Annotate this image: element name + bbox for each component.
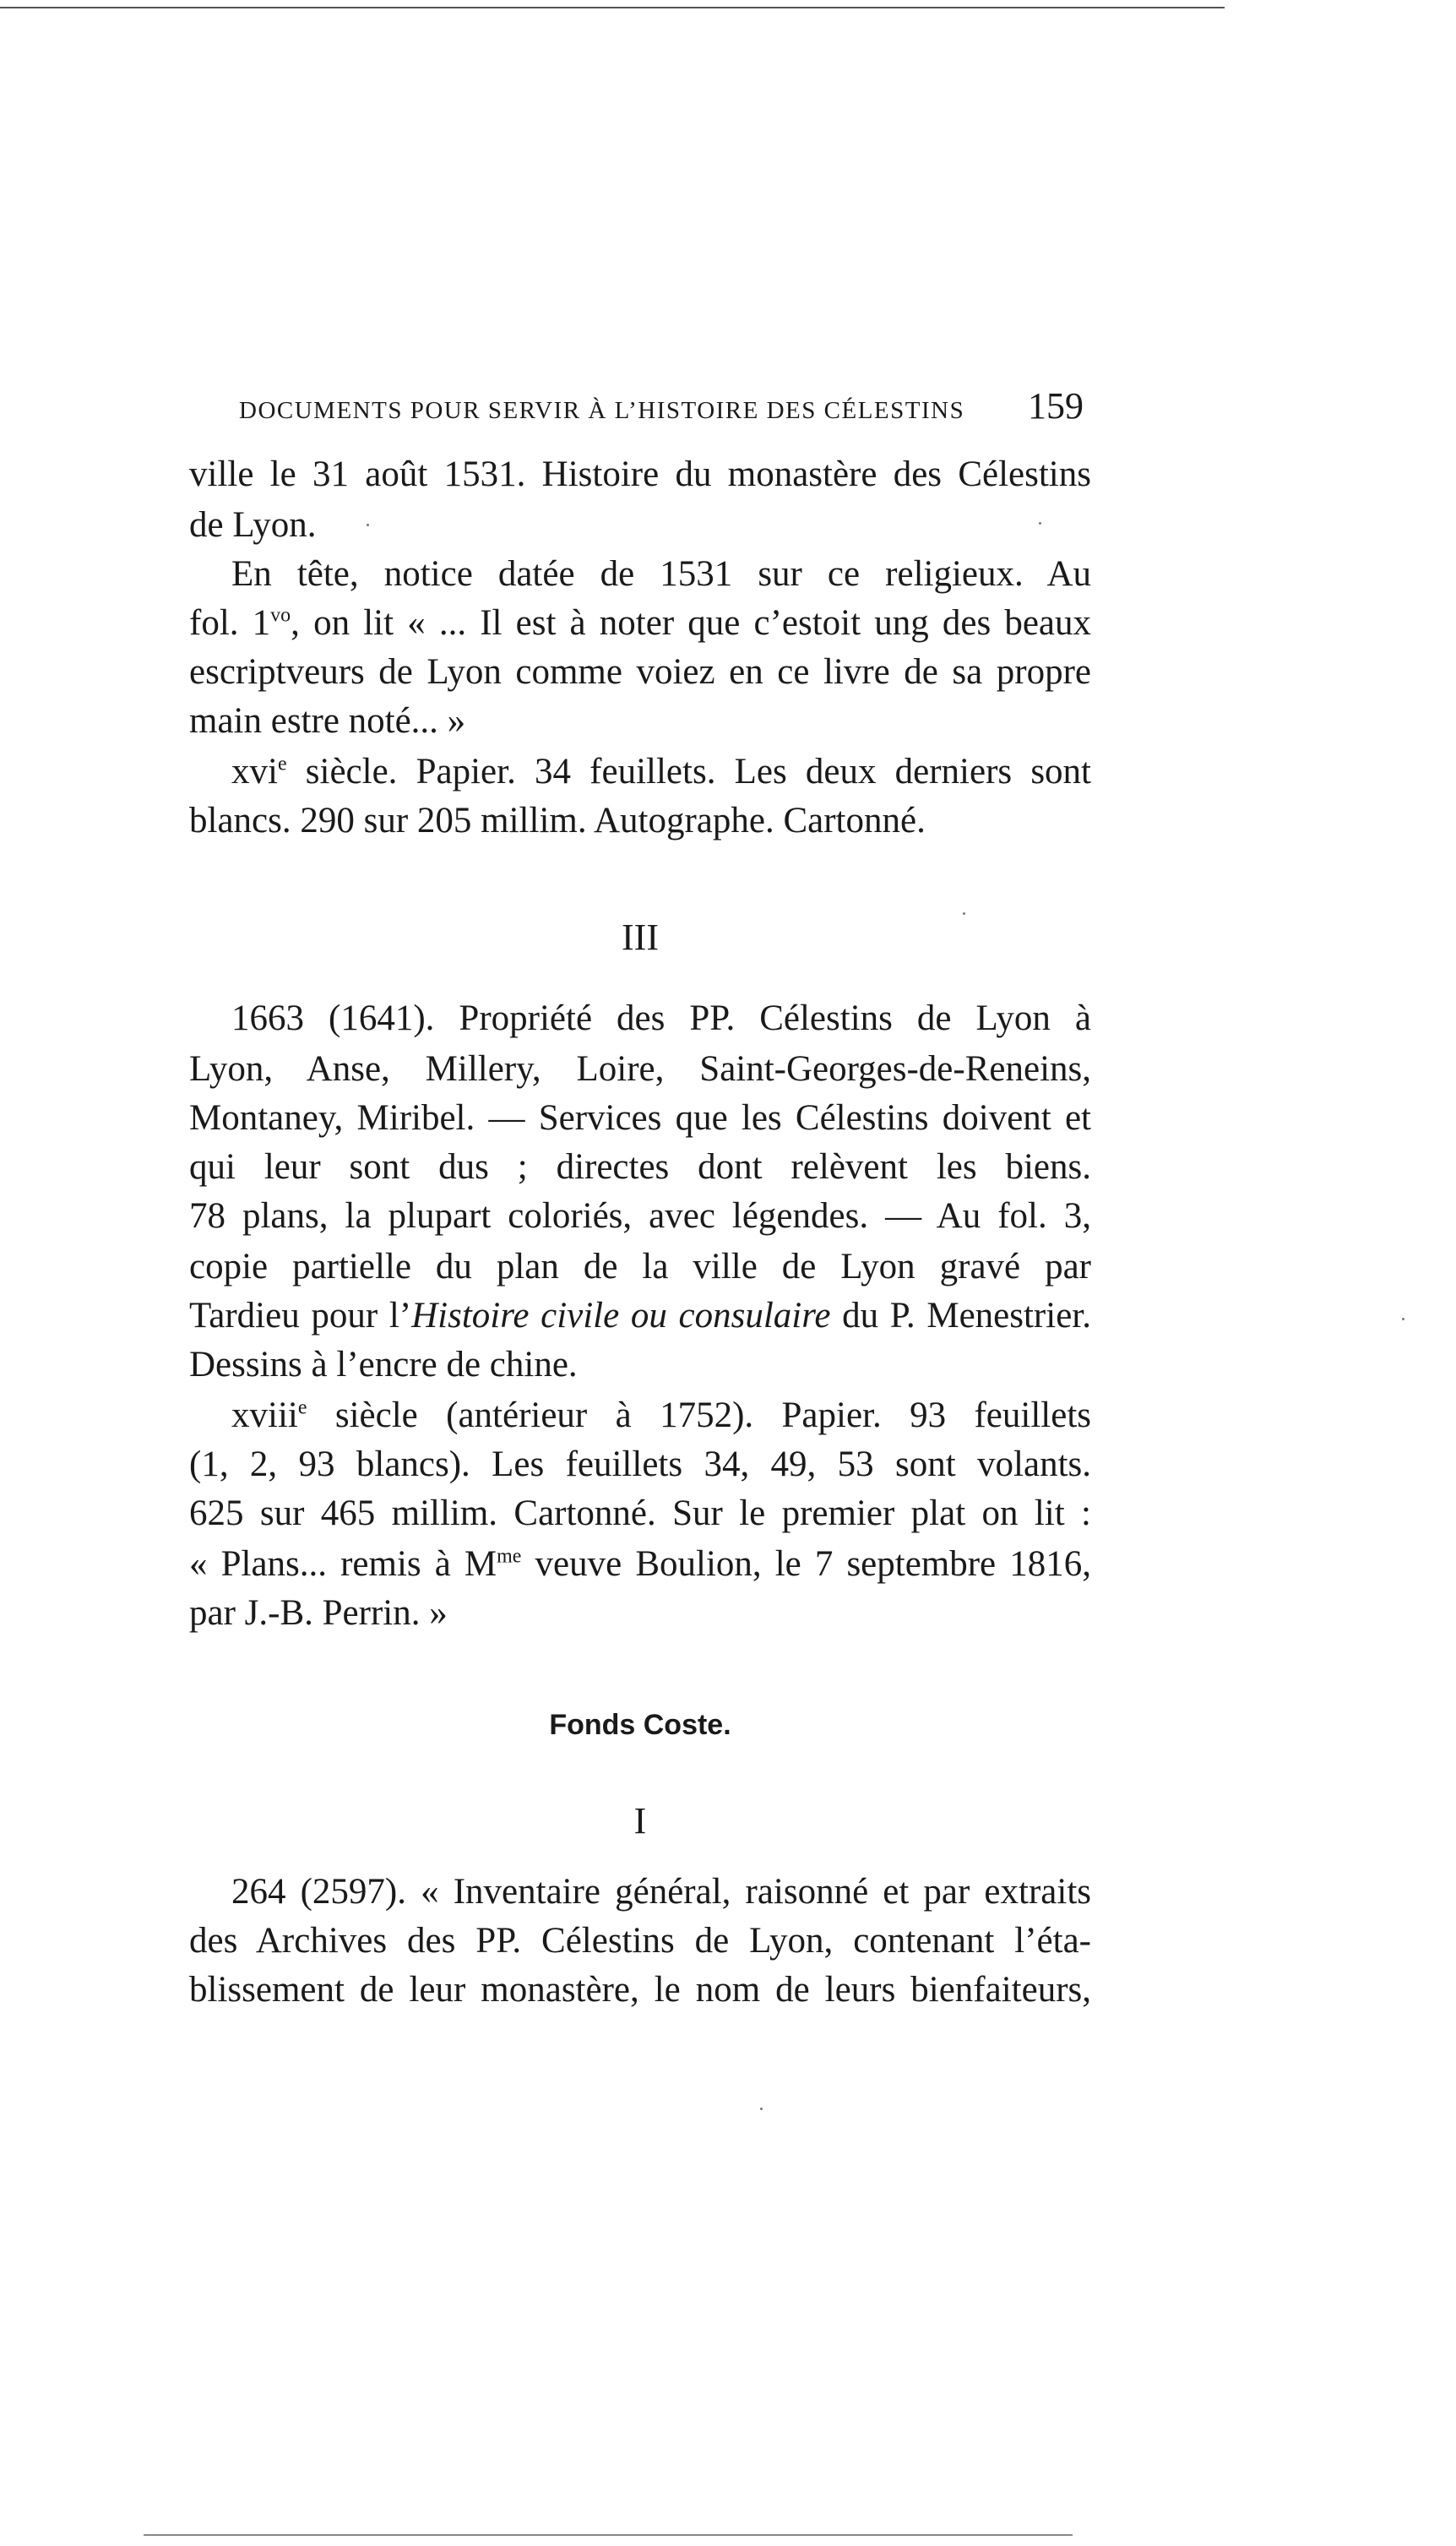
- text-line: [189, 1539, 1091, 1590]
- text-line: blancs. 290 sur 205 millim. Autographe. Cartonné.: [189, 801, 926, 841]
- text-run: siècle (antérieur à 1752). Papier. 93 feuillets: [307, 1395, 1091, 1435]
- text-line: 78 plans, la plupart coloriés, avec légendes. — Au fol. 3,: [189, 1196, 1091, 1236]
- running-title: DOCUMENTS POUR SERVIR À L’HISTOIRE DES CÉLESTINS: [239, 397, 965, 424]
- entry-numeral: III: [622, 917, 659, 958]
- superscript: vo: [270, 604, 291, 627]
- text-line: Montaney, Miribel. — Services que les Célestins doivent et: [189, 1098, 1091, 1138]
- text-line: 1663 (1641). Propriété des PP. Célestins de Lyon à: [231, 998, 1091, 1038]
- text-line: escriptveurs de Lyon comme voiez en ce livre de sa propre: [189, 652, 1091, 692]
- superscript: e: [297, 1396, 307, 1419]
- scan-speck: [760, 2108, 763, 2110]
- text-line: blissement de leur monastère, le nom de leurs bienfaiteurs,: [189, 1970, 1091, 2010]
- text-run: xviii: [231, 1395, 298, 1435]
- section-title: Fonds Coste.: [549, 1709, 731, 1741]
- text-line: [189, 1291, 1091, 1341]
- text-line: Lyon, Anse, Millery, Loire, Saint-Georges-de-Reneins,: [189, 1049, 1091, 1089]
- text-line: En tête, notice datée de 1531 sur ce religieux. Au: [231, 554, 1091, 594]
- text-run: « Plans... remis à M: [189, 1544, 497, 1584]
- text-run: fol. 1: [189, 603, 271, 643]
- text-line: Dessins à l’encre de chine.: [189, 1345, 578, 1385]
- superscript: e: [277, 753, 287, 775]
- text-line: des Archives des PP. Célestins de Lyon, contenant l’éta-: [189, 1921, 1091, 1961]
- text-run: Tardieu pour l’: [189, 1296, 412, 1336]
- text-line: 264 (2597). « Inventaire général, raisonné et par extraits: [231, 1872, 1091, 1912]
- running-header: [239, 384, 1084, 427]
- page-number: 159: [1028, 385, 1084, 427]
- text-line: de Lyon.: [189, 505, 317, 545]
- text-run: du P. Menestrier.: [830, 1296, 1091, 1336]
- text-line: [231, 747, 1091, 797]
- text-line: (1, 2, 93 blancs). Les feuillets 34, 49, 53 sont volants.: [189, 1444, 1091, 1484]
- text-line: ville le 31 août 1531. Histoire du monastère des Célestins: [189, 454, 1091, 494]
- text-line: [231, 1390, 1091, 1441]
- bottom-edge-rule: [144, 2534, 1073, 2536]
- text-line: [189, 598, 1091, 649]
- text-run: veuve Boulion, le 7 septembre 1816,: [521, 1544, 1091, 1584]
- italic-title: Histoire civile ou consulaire: [411, 1296, 831, 1336]
- scan-speck: [1402, 1318, 1404, 1320]
- text-line: 625 sur 465 millim. Cartonné. Sur le premier plat on lit :: [189, 1493, 1091, 1533]
- text-line: par J.-B. Perrin. »: [189, 1593, 448, 1633]
- text-line: main estre noté... »: [189, 701, 466, 741]
- text-line: qui leur sont dus ; directes dont relèvent les biens.: [189, 1147, 1091, 1187]
- top-edge-rule: [0, 7, 1225, 8]
- text-run: , on lit « ... Il est à noter que c’estoit ung des beaux: [291, 603, 1091, 643]
- text-line: copie partielle du plan de la ville de Lyon gravé par: [189, 1247, 1091, 1287]
- superscript: me: [497, 1545, 522, 1568]
- entry-numeral: I: [633, 1800, 647, 1841]
- text-run: siècle. Papier. 34 feuillets. Les deux derniers sont: [286, 752, 1091, 792]
- text-run: xvi: [231, 752, 278, 792]
